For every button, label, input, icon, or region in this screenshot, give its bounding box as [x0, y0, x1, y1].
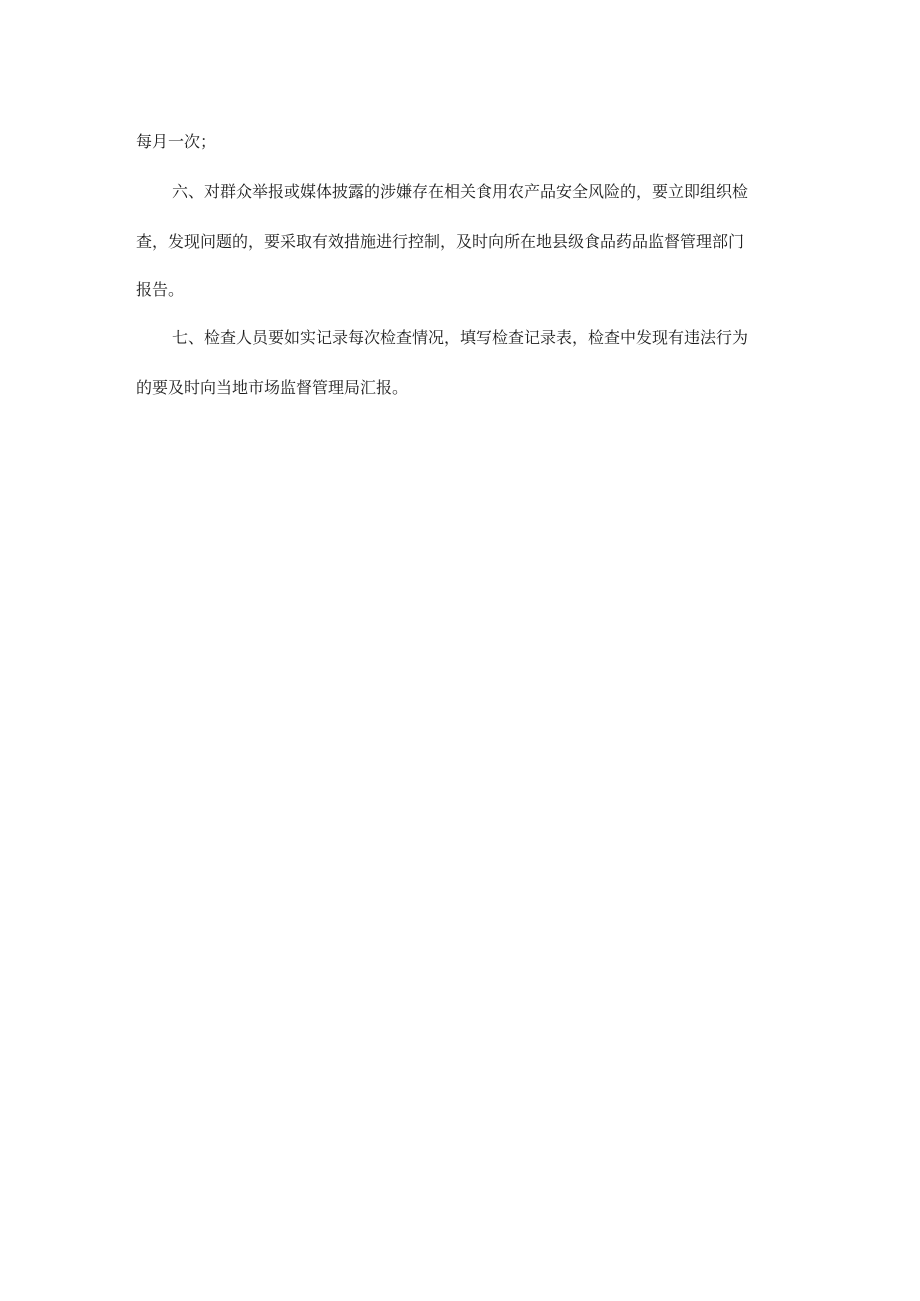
text-line-5: 七、检查人员要如实记录每次检查情况，填写检查记录表，检查中发现有违法行为 [172, 328, 749, 347]
text-line-4: 报告。 [136, 280, 185, 299]
text-line-2: 六、对群众举报或媒体披露的涉嫌存在相关食用农产品安全风险的，要立即组织检 [172, 182, 749, 201]
text-line-3: 查，发现问题的，要采取有效措施进行控制，及时向所在地县级食品药品监督管理部门 [136, 232, 745, 251]
text-line-1: 每月一次； [136, 132, 217, 151]
text-line-6: 的要及时向当地市场监督管理局汇报。 [136, 378, 409, 397]
